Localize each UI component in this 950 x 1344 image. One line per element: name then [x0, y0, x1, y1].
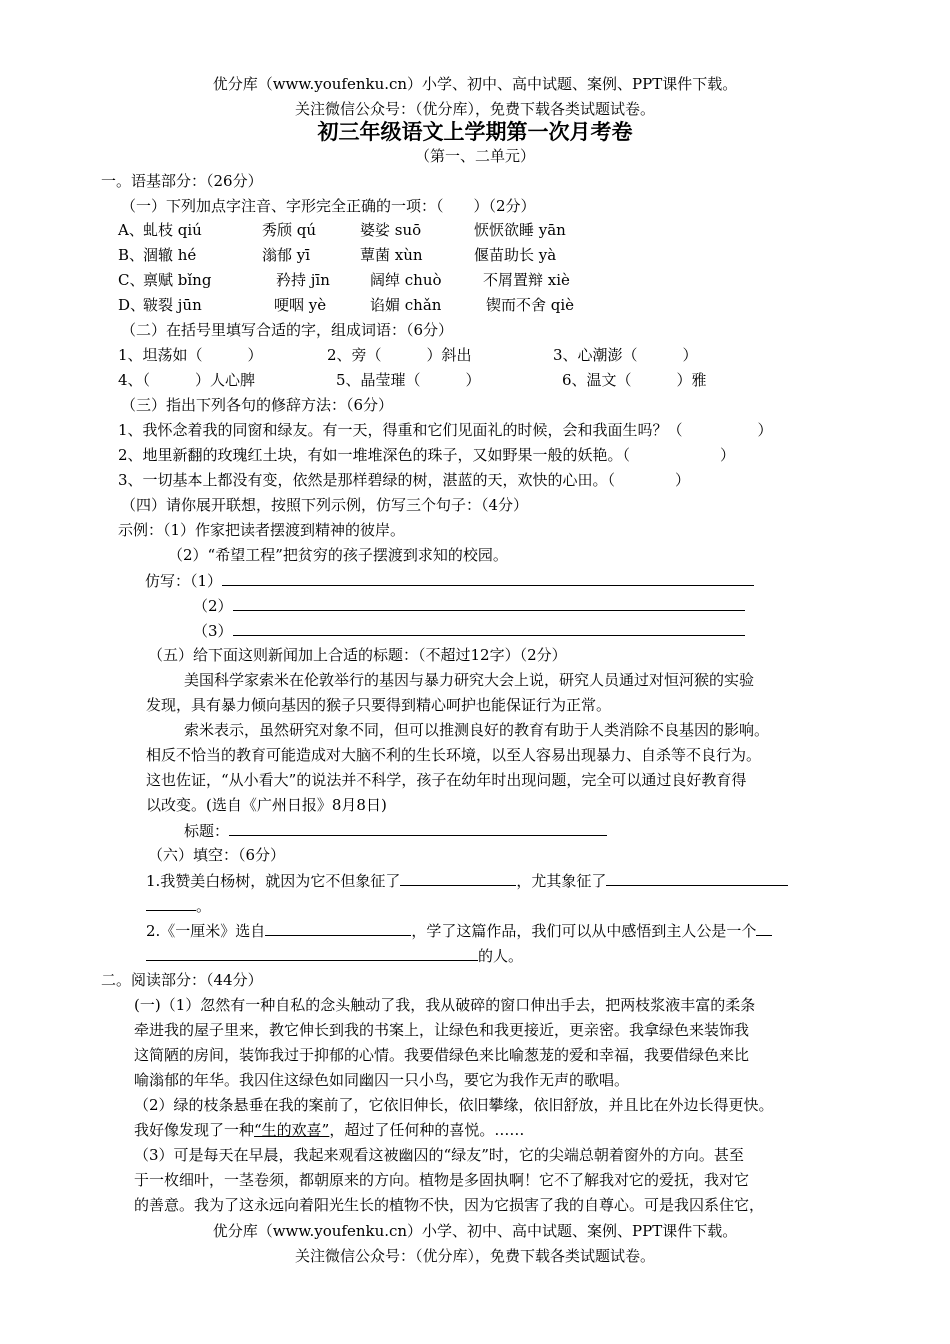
q5-para-1a: 美国科学家索米在伦敦举行的基因与暴力研究大会上说，研究人员通过对恒河猴的实验: [184, 671, 755, 689]
option-word: 锲而不舍 qiè: [486, 296, 575, 314]
header-line-1: 优分库（www.youfenku.cn）小学、初中、高中试题、案例、PPT课件下载。: [212, 75, 738, 93]
q4-example-1: 示例：（1）作家把读者摆渡到精神的彼岸。: [118, 521, 406, 539]
fill-text: 的人。: [478, 947, 524, 965]
para-text: ，超过了任何种的喜悦。……: [329, 1121, 525, 1139]
page-title: 初三年级语文上学期第一次月考卷: [317, 119, 633, 144]
reading-para-2a: （2）绿的枝条悬垂在我的案前了，它依旧伸长，依旧攀缘，依旧舒放，并且比在外边长得更快。: [134, 1096, 774, 1114]
answer-line[interactable]: [146, 945, 478, 961]
answer-line[interactable]: [606, 870, 788, 886]
answer-line[interactable]: [400, 870, 516, 886]
q5-prompt: （五）给下面这则新闻加上合适的标题：（不超过12字）（2分）: [148, 646, 567, 664]
write-label: （3）: [193, 622, 233, 640]
q4-prompt: （四）请你展开联想，按照下列示例，仿写三个句子：（4分）: [121, 496, 529, 514]
page-subtitle: （第一、二单元）: [414, 147, 535, 165]
option-word: 皲裂 jūn: [143, 296, 202, 314]
reading-para-3c: 的善意。我为了这永远向着阳光生长的植物不快，因为它损害了我的自尊心。可是我囚系住它，: [134, 1196, 765, 1214]
answer-line[interactable]: [222, 570, 754, 586]
para-text: 我好像发现了一种: [134, 1121, 255, 1139]
q6-prompt: （六）填空：（6分）: [148, 846, 286, 864]
q3-prompt: （三）指出下列各句的修辞方法：（6分）: [121, 396, 394, 414]
option-word: 涸辙 hé: [143, 246, 197, 264]
option-word: 婆娑 suō: [360, 221, 422, 239]
q4-write-2: [193, 595, 745, 616]
q2-item-3: 3、心潮澎（ ）: [553, 346, 698, 364]
answer-line[interactable]: [233, 595, 745, 611]
option-label: B、: [118, 246, 145, 264]
fill-text: 。: [196, 897, 212, 915]
header-line-2: 关注微信公众号：（优分库），免费下载各类试题试卷。: [294, 100, 655, 118]
reading-para-2b: [134, 1120, 524, 1140]
section1-heading: 一。语基部分：（26分）: [101, 172, 263, 190]
reading-para-1b: 牵进我的屋子里来，教它伸长到我的书案上，让绿色和我更接近，更亲密。我拿绿色来装饰我: [134, 1021, 750, 1039]
option-word: 滃郁 yī: [262, 246, 311, 264]
q5-para-2a: 索米表示，虽然研究对象不同，但可以推测良好的教育有助于人类消除不良基因的影响。: [184, 721, 770, 739]
q3-sentence-2: 2、地里新翻的玫瑰红土块，有如一堆堆深色的珠子，又如野果一般的妖艳。（ ）: [118, 446, 736, 464]
q1-prompt: （一）下列加点字注音、字形完全正确的一项：（ ）（2分）: [121, 197, 536, 215]
option-word: 禀赋 bǐng: [143, 271, 212, 289]
option-word: 矜持 jīn: [276, 271, 330, 289]
reading-para-3a: （3）可是每天在早晨，我起来观看这被幽囚的“绿友”时，它的尖端总朝着窗外的方向。甚至: [134, 1146, 744, 1164]
option-word: 秀颀 qú: [262, 221, 317, 239]
q5-para-1b: 发现，具有暴力倾向基因的猴子只要得到精心呵护也能保证行为正常。: [146, 696, 612, 714]
q5-para-2c: 这也佐证，“从小看大”的说法并不科学，孩子在幼年时出现问题，完全可以通过良好教育得: [146, 771, 747, 789]
q4-write-1: [145, 570, 754, 591]
option-word: 谄媚 chǎn: [370, 296, 442, 314]
q5-para-2d: 以改变。(选自《广州日报》8月8日): [146, 796, 387, 814]
section2-heading: 二。阅读部分：（44分）: [101, 971, 263, 989]
q2-prompt: （二）在括号里填写合适的字，组成词语：（6分）: [121, 321, 454, 339]
fill-text: ，尤其象征了: [516, 872, 607, 890]
option-word: 蕈菌 xùn: [360, 246, 423, 264]
option-word: 阔绰 chuò: [370, 271, 442, 289]
reading-para-1c: 这简陋的房间，装饰我过于抑郁的心情。我要借绿色来比喻葱茏的爱和幸福，我要借绿色来比: [134, 1046, 750, 1064]
q2-item-4: 4、（ ）人心脾: [118, 371, 256, 389]
write-label: （2）: [193, 597, 233, 615]
option-label: A、: [118, 221, 144, 239]
reading-para-1d: 喻滃郁的年华。我囚住这绿色如同幽囚一只小鸟，要它为我作无声的歌唱。: [134, 1071, 630, 1089]
answer-line[interactable]: [756, 920, 772, 936]
q6-line-2-end: [146, 945, 523, 966]
q6-line-1-end: [146, 895, 211, 916]
option-label: D、: [118, 296, 146, 314]
option-word: 不屑置辩 xiè: [483, 271, 570, 289]
underlined-phrase: “生的欢喜”: [254, 1121, 330, 1139]
q3-sentence-1: 1、我怀念着我的同窗和绿友。有一天，得重和它们见面礼的时候，会和我面生吗？（ ）: [118, 421, 773, 439]
option-word: 虬枝 qiú: [143, 221, 202, 239]
q4-write-3: [193, 620, 745, 641]
q6-line-1: [146, 870, 788, 891]
title-label: 标题：: [184, 822, 230, 840]
reading-para-1a: (一)（1）忽然有一种自私的念头触动了我，我从破碎的窗口伸出手去，把两枝浆液丰富的柔条: [134, 996, 756, 1014]
reading-para-3b: 于一枚细叶，一茎卷须，都朝原来的方向。植物是多固执啊！它不了解我对它的爱抚，我对它: [134, 1171, 750, 1189]
answer-line[interactable]: [146, 895, 196, 911]
q2-item-5: 5、晶莹璀（ ）: [336, 371, 481, 389]
answer-line[interactable]: [229, 820, 607, 836]
option-word: 恹恹欲睡 yān: [474, 221, 566, 239]
fill-text: 2.《一厘米》选自: [146, 922, 266, 940]
q5-title-row: [184, 820, 607, 841]
q4-example-2: （2）“希望工程”把贫穷的孩子摆渡到求知的校园。: [168, 546, 508, 564]
answer-line[interactable]: [265, 920, 411, 936]
write-label: 仿写：（1）: [145, 572, 223, 590]
q5-para-2b: 相反不恰当的教育可能造成对大脑不利的生长环境，以至人容易出现暴力、自杀等不良行为。: [146, 746, 762, 764]
option-word: 哽咽 yè: [274, 296, 327, 314]
q2-item-1: 1、坦荡如（ ）: [118, 346, 263, 364]
fill-text: ，学了这篇作品，我们可以从中感悟到主人公是一个: [411, 922, 757, 940]
footer-line-2: 关注微信公众号：（优分库），免费下载各类试题试卷。: [294, 1247, 655, 1265]
q6-line-2: [146, 920, 772, 941]
footer-line-1: 优分库（www.youfenku.cn）小学、初中、高中试题、案例、PPT课件下载。: [212, 1222, 738, 1240]
q2-item-6: 6、温文（ ）雅: [562, 371, 707, 389]
answer-line[interactable]: [233, 620, 745, 636]
q3-sentence-3: 3、一切基本上都没有变，依然是那样碧绿的树，湛蓝的天，欢快的心田。（ ）: [118, 471, 691, 489]
fill-text: 1.我赞美白杨树，就因为它不但象征了: [146, 872, 401, 890]
q2-item-2: 2、旁（ ）斜出: [327, 346, 472, 364]
option-label: C、: [118, 271, 145, 289]
option-word: 偃苗助长 yà: [474, 246, 557, 264]
